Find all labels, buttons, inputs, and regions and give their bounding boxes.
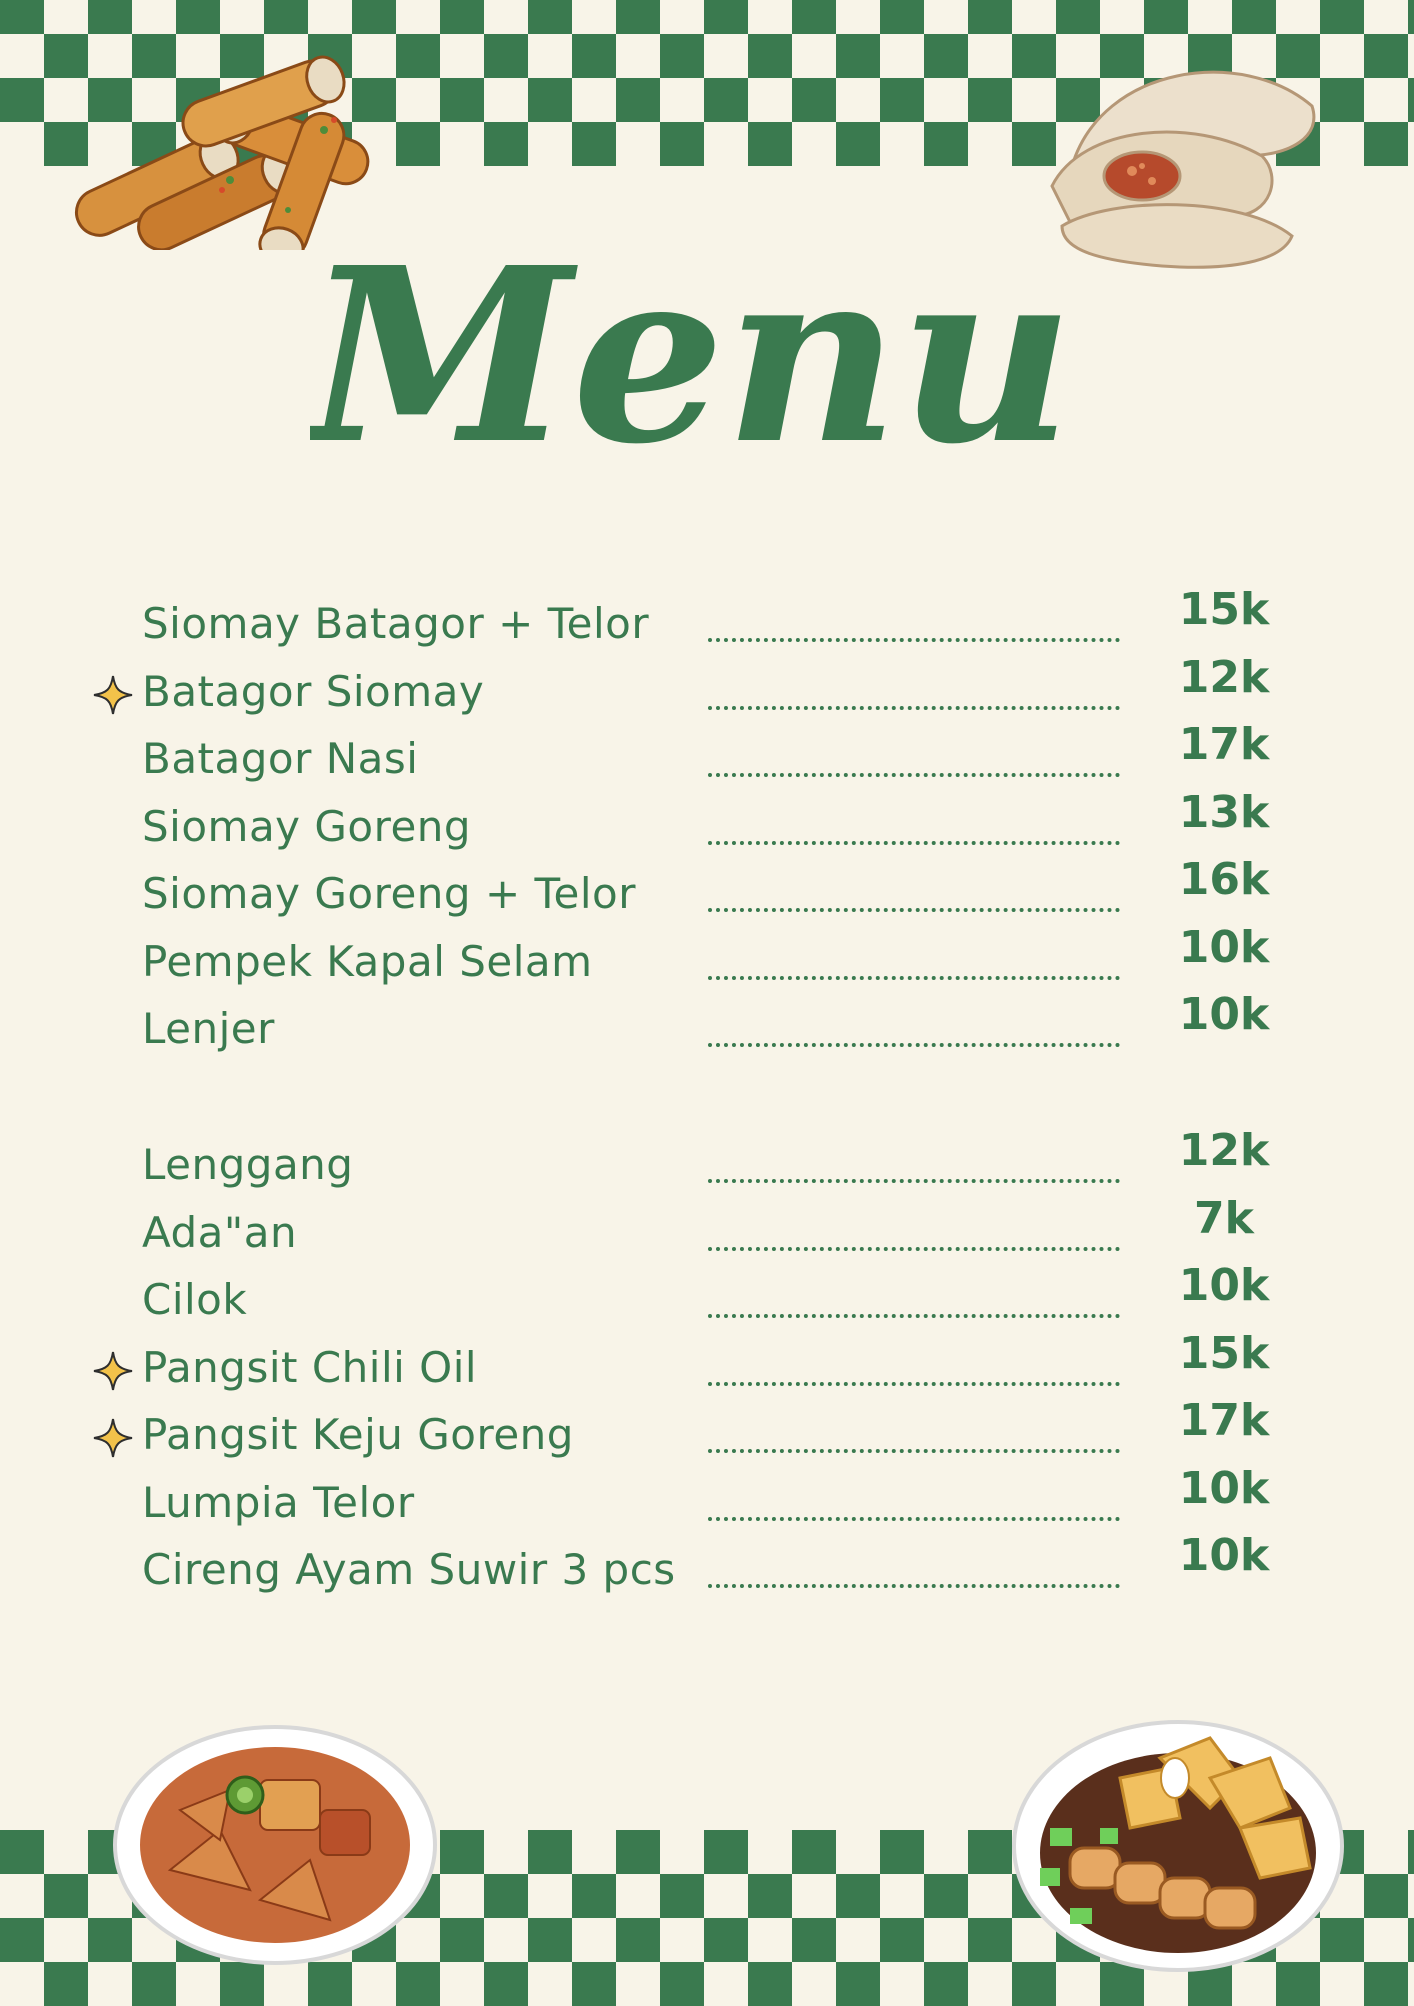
menu-item-price: 16k: [1178, 854, 1270, 905]
menu-item-row: [0, 1125, 1414, 1195]
menu-item-row: [0, 786, 1414, 857]
dotted-leader: [708, 638, 1120, 642]
menu-item-row: [0, 584, 1414, 654]
dotted-leader: [708, 1584, 1120, 1588]
menu-item-row: [0, 651, 1414, 722]
menu-item-name: Siomay Goreng: [142, 801, 472, 851]
dotted-leader: [708, 976, 1120, 980]
menu-item-price: 10k: [1178, 921, 1270, 973]
dotted-leader: [708, 1179, 1120, 1183]
menu-item-row: [0, 921, 1414, 992]
dotted-leader: [708, 1043, 1120, 1047]
menu-item-row: [0, 854, 1414, 924]
menu-item-row: [0, 1462, 1414, 1533]
dotted-leader: [708, 773, 1120, 777]
menu-item-name: Siomay Batagor + Telor: [142, 599, 650, 648]
menu-item-price: 10k: [1178, 1260, 1270, 1311]
menu-item-row: [0, 989, 1414, 1059]
menu-item-price: 17k: [1178, 719, 1270, 770]
menu-item-price: 10k: [1178, 989, 1270, 1040]
dotted-leader: [708, 1247, 1120, 1251]
menu-item-row: [0, 1192, 1414, 1263]
menu-item-row: [0, 1327, 1414, 1398]
menu-item-name: Siomay Goreng + Telor: [142, 869, 636, 918]
menu-item-price: 17k: [1178, 1395, 1270, 1446]
dotted-leader: [708, 1449, 1120, 1453]
menu-item-name: Batagor Siomay: [142, 666, 485, 716]
menu-item-row: [0, 1530, 1414, 1600]
menu-item-price: 7k: [1194, 1192, 1254, 1244]
menu-item-price: 12k: [1178, 651, 1270, 703]
menu-item-price: 10k: [1178, 1462, 1270, 1514]
dotted-leader: [708, 706, 1120, 710]
menu-item-row: [0, 1260, 1414, 1330]
menu-item-name: Lenjer: [142, 1004, 275, 1053]
sparkle-icon: [92, 1417, 134, 1459]
sparkle-icon: [92, 1350, 134, 1392]
menu-item-name: Ada"an: [142, 1207, 298, 1257]
menu-item-row: [0, 719, 1414, 789]
menu-item-name: Cireng Ayam Suwir 3 pcs: [142, 1545, 676, 1594]
menu-item-price: 15k: [1178, 584, 1270, 635]
dotted-leader: [708, 841, 1120, 845]
dotted-leader: [708, 1517, 1120, 1521]
menu-title-text: Menu: [310, 215, 1070, 497]
menu-item-price: 15k: [1178, 1327, 1270, 1379]
dotted-leader: [708, 1382, 1120, 1386]
menu-item-name: Pempek Kapal Selam: [142, 936, 593, 986]
menu-item-row: [0, 1395, 1414, 1465]
menu-item-name: Lenggang: [142, 1140, 354, 1189]
sparkle-icon: [92, 674, 134, 716]
menu-item-name: Cilok: [142, 1275, 248, 1324]
menu-item-price: 10k: [1178, 1530, 1270, 1581]
menu-item-name: Pangsit Chili Oil: [142, 1342, 478, 1392]
menu-item-name: Pangsit Keju Goreng: [142, 1410, 574, 1459]
menu-item-price: 12k: [1178, 1125, 1270, 1176]
dotted-leader: [708, 1314, 1120, 1318]
dotted-leader: [708, 908, 1120, 912]
menu-item-price: 13k: [1178, 786, 1270, 838]
menu-item-name: Batagor Nasi: [142, 734, 419, 783]
menu-item-name: Lumpia Telor: [142, 1477, 415, 1527]
